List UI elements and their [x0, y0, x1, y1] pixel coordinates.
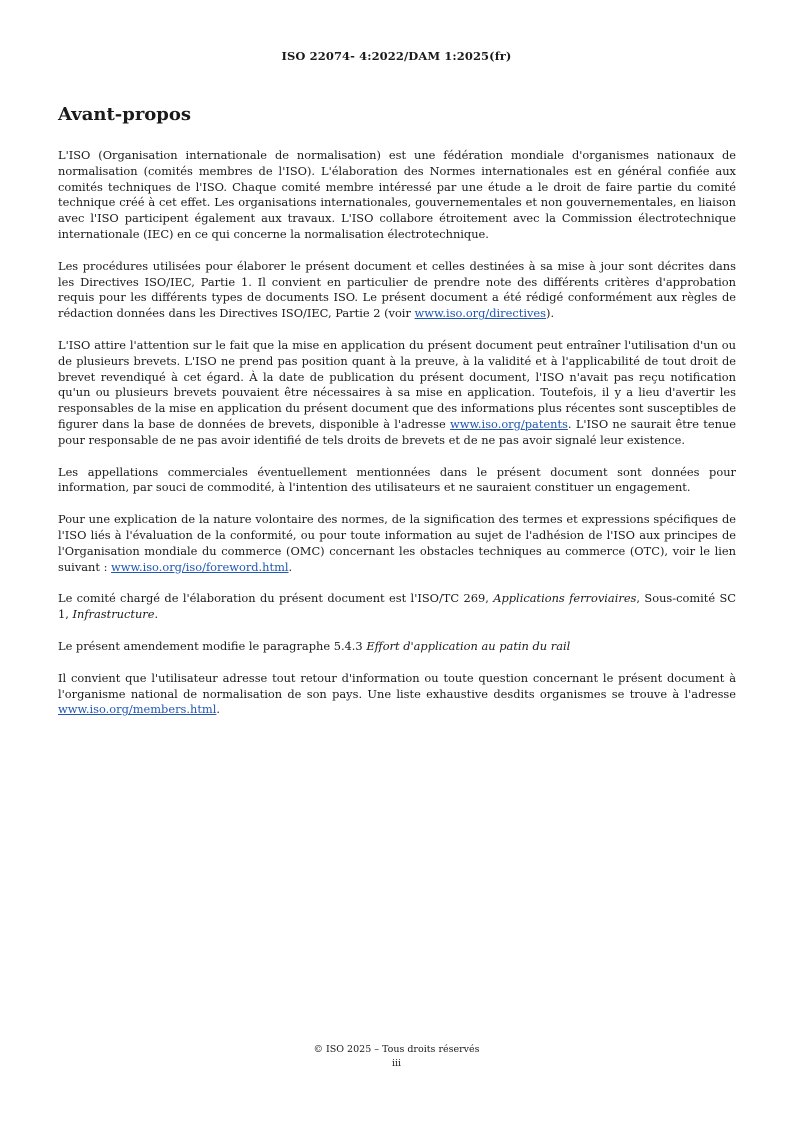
paragraph-amendment — [58, 639, 736, 655]
paragraph-text: . L'ISO ne saurait être tenue pour responsable de ne pas avoir identifié de tels droits de brevets et de ne pas avoir signalé leur existence. — [58, 416, 737, 447]
page-title: Avant-propos — [58, 104, 192, 125]
clause-title: Effort d'application au patin du rail — [366, 638, 571, 653]
document-header: ISO 22074- 4:2022/DAM 1:2025(fr) — [281, 49, 512, 63]
paragraph-feedback — [58, 671, 736, 718]
paragraph-text: Le présent amendement modifie le paragraphe 5.4.3 — [58, 638, 367, 653]
foreword-link[interactable]: www.iso.org/iso/foreword.html — [111, 559, 289, 574]
page-number: iii — [391, 1058, 402, 1069]
copyright-notice: © ISO 2025 – Tous droits réservés — [313, 1044, 480, 1055]
paragraph-text: . — [288, 559, 293, 574]
patents-link[interactable]: www.iso.org/patents — [450, 416, 568, 431]
paragraph-text: Les procédures utilisées pour élaborer le présent document et celles destinées à sa mise à jour sont décrites dans les Directives ISO/IEC, Partie 1. Il convient en particulier de prendre note des différents critères d'approbation requis pour les différents types de documents ISO. Le présent document a été rédigé conformément aux règles de rédaction données dans les Directives ISO/IEC, Partie 2 (voir — [58, 258, 736, 321]
subcommittee-title: Infrastructure — [72, 607, 155, 622]
directives-link[interactable]: www.iso.org/directives — [414, 306, 546, 321]
paragraph-text: Pour une explication de la nature volontaire des normes, de la signification des termes et expressions spécifiques de l'ISO liés à l'évaluation de la conformité, ou pour toute information au sujet de l'adhésion de l'ISO aux principes de l'Organisation mondiale du commerce (OMC) concernant les obstacles techniques au commerce (OTC), voir le lien suivant : — [58, 512, 736, 574]
committee-title: Applications ferroviaires — [493, 591, 637, 606]
paragraph-text: . — [154, 607, 159, 622]
paragraph-text: L'ISO attire l'attention sur le fait que la mise en application du présent document peut entraîner l'utilisation d'un ou de plusieurs brevets. L'ISO ne prend pas position quant à la preuve, à la validité et à l'applicabilité de tout droit de brevet revendiqué à cet égard. À la date de publication du présent document, l'ISO n'avait pas reçu notification qu'un ou plusieurs brevets pouvaient être nécessaires à sa mise en application. Toutefois, il y a lieu d'avertir les responsables de la mise en application du présent document que des informations plus récentes sont susceptibles de figurer dans la base de données de brevets, disponible à l'adresse — [58, 337, 736, 431]
paragraph-text: . — [216, 702, 220, 717]
paragraph-text: Le comité chargé de l'élaboration du présent document est l'ISO/TC 269, — [58, 591, 494, 606]
document-footer — [0, 1043, 793, 1071]
paragraph-voluntary-nature — [58, 512, 736, 575]
paragraph-patents — [58, 338, 736, 449]
paragraph-committee — [58, 591, 736, 623]
paragraph-trade-names: Les appellations commerciales éventuellement mentionnées dans le présent document sont données pour information, par souci de commodité, à l'intention des utilisateurs et ne sauraient constituer un engagement. — [58, 464, 736, 495]
paragraph-procedures — [58, 259, 736, 322]
foreword-body — [58, 148, 736, 734]
members-link[interactable]: www.iso.org/members.html — [58, 702, 217, 717]
paragraph-text: , Sous-comité SC 1, — [58, 591, 736, 622]
paragraph-iso-intro: L'ISO (Organisation internationale de normalisation) est une fédération mondiale d'organismes nationaux de normalisation (comités membres de l'ISO). L'élaboration des Normes internationales est en général confiée aux comités techniques de l'ISO. Chaque comité membre intéressé par une étude a le droit de faire partie du comité technique créé à cet effet. Les organisations internationales, gouvernementales et non gouvernementales, en liaison avec l'ISO participent également aux travaux. L'ISO collabore étroitement avec la Commission électrotechnique internationale (IEC) en ce qui concerne la normalisation électrotechnique. — [58, 148, 736, 241]
paragraph-text: ). — [546, 306, 555, 321]
paragraph-text: Il convient que l'utilisateur adresse tout retour d'information ou toute question concernant le présent document à l'organisme national de normalisation de son pays. Une liste exhaustive desdits organismes se trouve à l'adresse — [58, 670, 736, 701]
